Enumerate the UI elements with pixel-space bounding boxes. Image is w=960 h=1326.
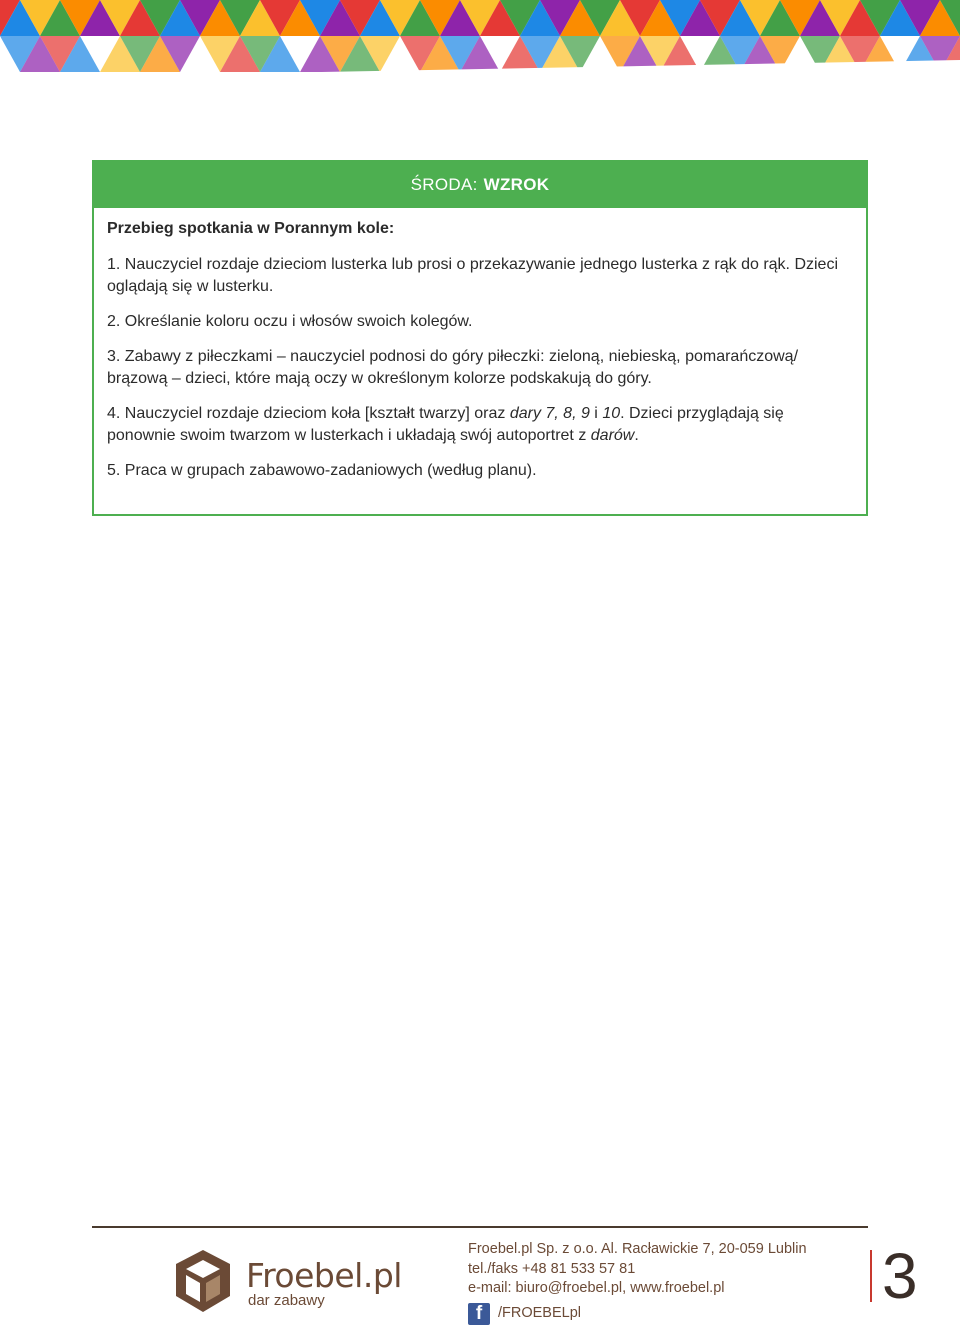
step-2: 2. Określanie koloru oczu i włosów swoich kolegów.: [107, 313, 473, 330]
day-label: ŚRODA:: [410, 175, 478, 194]
card-body: [94, 208, 866, 482]
step-4-gifts: dary 7, 8, 9: [509, 405, 590, 422]
facebook-link[interactable]: [468, 1303, 807, 1325]
facebook-handle[interactable]: /FROEBELpl: [498, 1304, 581, 1321]
day-topic: WZROK: [483, 175, 550, 194]
step-4-darow: darów: [590, 427, 635, 444]
contact-info: [468, 1240, 807, 1325]
froebel-cube-logo-icon: [172, 1246, 234, 1316]
step-4-part: 4. Nauczyciel rozdaje dzieciom koła [kształt twarzy] oraz: [107, 405, 510, 422]
activity-card: [92, 160, 868, 516]
facebook-icon: f: [468, 1303, 490, 1325]
logo-tagline: dar zabawy: [248, 1292, 325, 1309]
logo-wordmark: Froebel.pl: [246, 1256, 402, 1295]
step-1: 1. Nauczyciel rozdaje dzieciom lusterka lub prosi o przekazywanie jednego lusterka z rąk do rąk. Dzieci oglądają się w lusterku.: [107, 256, 838, 295]
step-4-part: i: [589, 405, 603, 422]
triangle-banner: [0, 0, 960, 80]
step-4-part: .: [634, 427, 639, 444]
footer-divider: [92, 1226, 868, 1228]
step-5: 5. Praca w grupach zabawowo-zadaniowych (według planu).: [107, 462, 537, 479]
company-address: Froebel.pl Sp. z o.o. Al. Racławickie 7, 20-059 Lublin: [468, 1241, 807, 1257]
card-intro: Przebieg spotkania w Porannym kole:: [107, 220, 395, 237]
step-4-gift-10: 10: [602, 405, 621, 422]
step-3: 3. Zabawy z piłeczkami – nauczyciel podnosi do góry piłeczki: zieloną, niebieską, pomarańczową/ brązową – dzieci, które mają oczy w określonym kolorze podskakują do góry.: [107, 348, 799, 387]
phone-fax: tel./faks +48 81 533 57 81: [468, 1260, 636, 1277]
email-website[interactable]: e-mail: biuro@froebel.pl, www.froebel.pl: [468, 1280, 725, 1296]
page-number-divider: [870, 1250, 872, 1302]
triangle-pattern-graphic: [0, 0, 960, 80]
step-4-part: . Dzieci przyglądają się ponownie swoim twarzom w lusterkach i układają swój autoportret z: [107, 405, 784, 444]
froebel-logo: [172, 1246, 412, 1318]
card-header: [94, 162, 866, 208]
page-number: 3: [882, 1240, 918, 1312]
step-4: [107, 403, 853, 447]
